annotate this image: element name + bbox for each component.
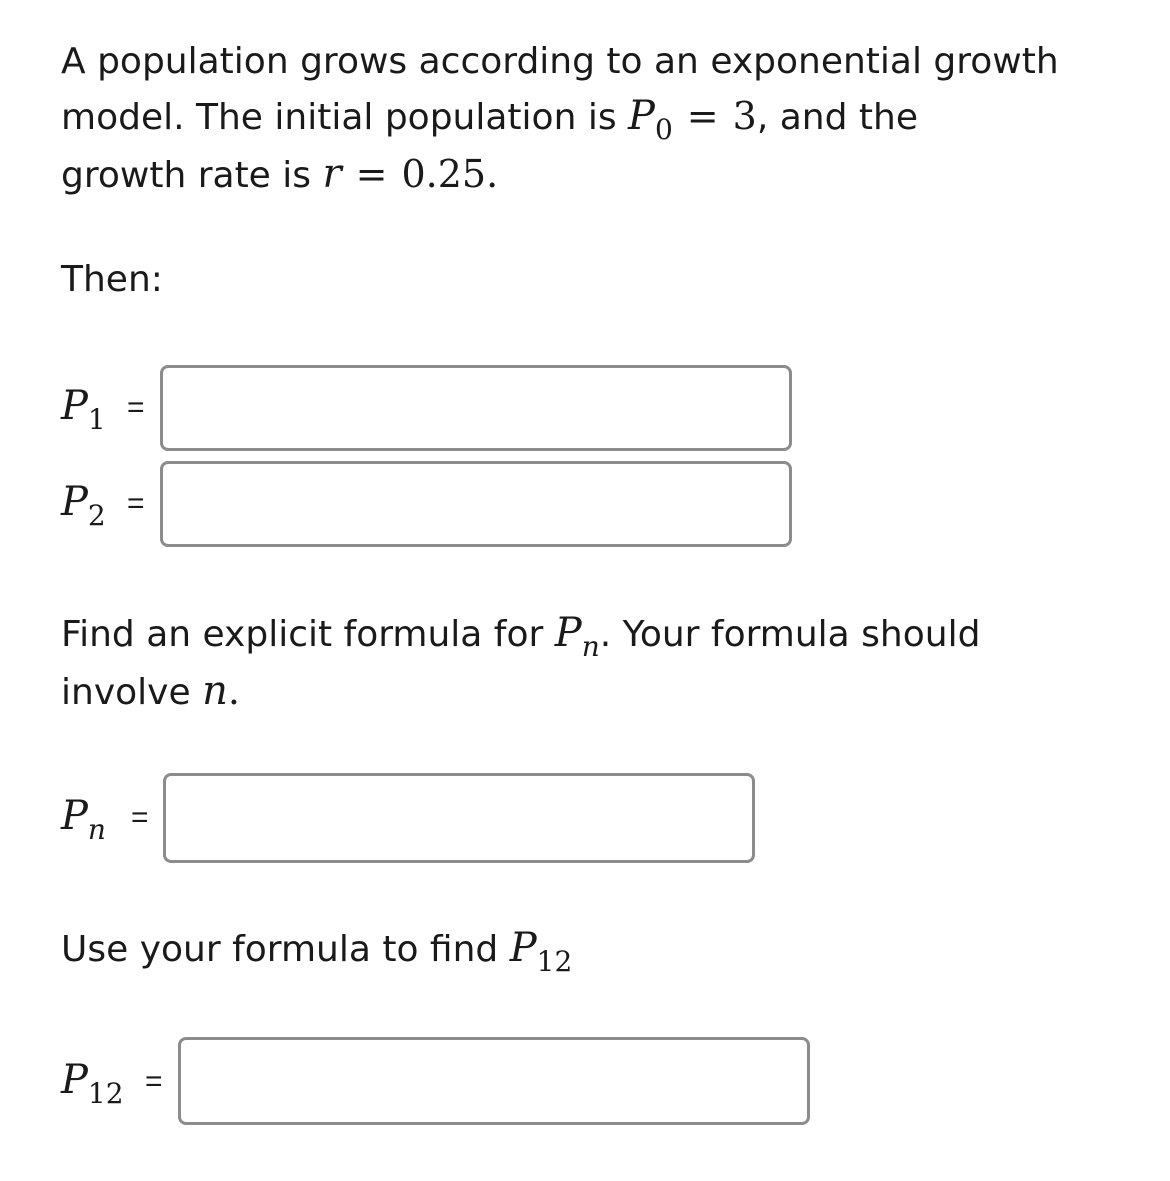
r-value: 0.25 [401, 152, 487, 196]
p0-value: 3 [732, 94, 757, 138]
equals-sign: = [127, 391, 145, 424]
equals-sign: = [131, 801, 149, 834]
p12-prompt [61, 921, 572, 979]
intro-line-3: growth rate is [61, 155, 312, 196]
r-symbol: r [322, 151, 342, 197]
then-label: Then: [61, 259, 163, 300]
formula-prompt-text-1: Find an explicit formula for [61, 614, 544, 655]
pn-label: $P_n$ [61, 793, 106, 846]
formula-prompt-text-3: involve [61, 672, 191, 713]
formula-prompt-text-2: . Your formula should [599, 614, 981, 655]
p1-input[interactable] [160, 365, 792, 451]
p12-prompt-text: Use your formula to find [61, 929, 499, 970]
p12-label: $P_{12}$ [61, 1057, 124, 1110]
problem-statement [61, 34, 1059, 203]
equals-sign: = [686, 94, 719, 138]
p1-label: $P_1$ [61, 383, 106, 436]
p12-symbol: $P_{12}$ [509, 925, 573, 978]
p2-input[interactable] [160, 461, 792, 547]
p2-label: $P_2$ [61, 479, 106, 532]
equals-sign: = [145, 1065, 163, 1098]
period: . [227, 669, 240, 713]
p0-symbol: $P_0$ [628, 93, 673, 146]
formula-prompt [61, 606, 980, 720]
p12-input[interactable] [178, 1037, 810, 1125]
equals-sign: = [355, 152, 388, 196]
equals-sign: = [127, 487, 145, 520]
period: . [486, 152, 499, 196]
intro-line-1: A population grows according to an exponential growth [61, 41, 1059, 82]
n-symbol: n [202, 668, 228, 714]
pn-formula-input[interactable] [163, 773, 755, 863]
intro-line-2: model. The initial population is [61, 97, 617, 138]
intro-line-2-tail: , and the [756, 97, 918, 138]
pn-symbol: $P_n$ [554, 610, 600, 663]
